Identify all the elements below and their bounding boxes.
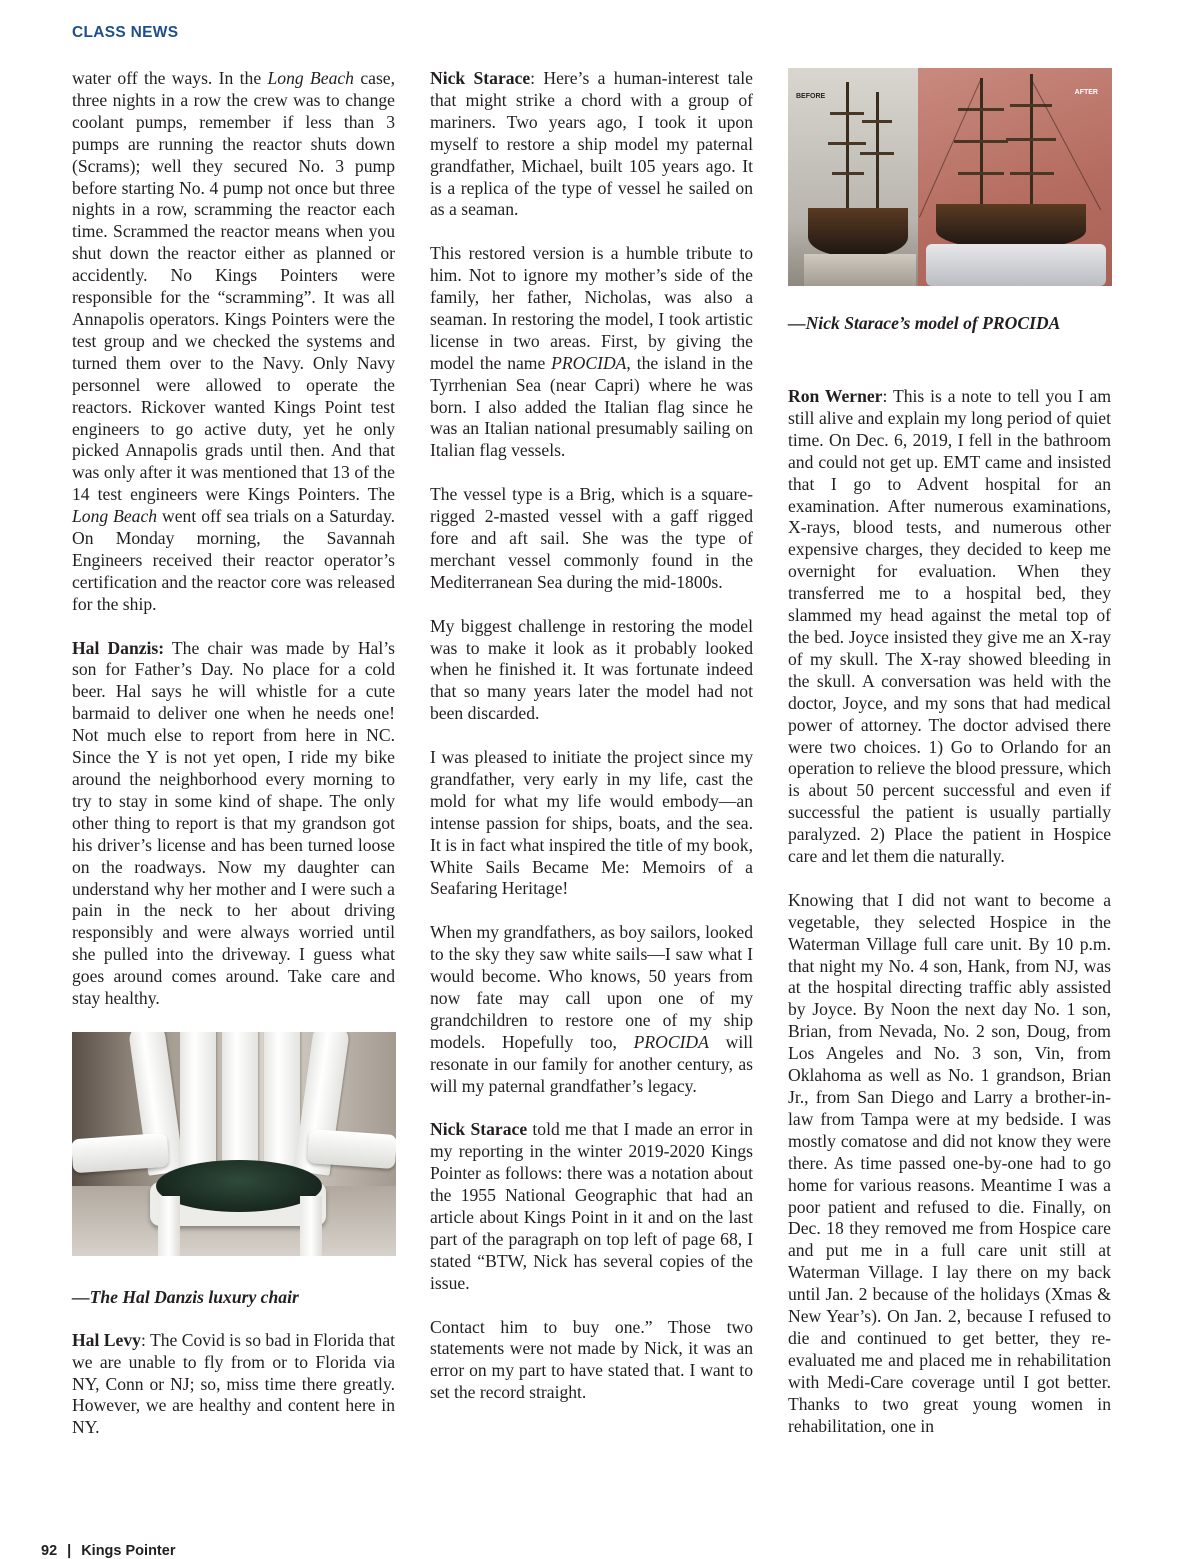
text-run: The vessel type is a Brig, which is a square-rigged 2-masted vessel with a gaff rigged fore and aft sail. She was the type of merchant vessel commonly found in the Mediterranean Sea during the mid-1800s. bbox=[430, 484, 753, 592]
publication-name: Kings Pointer bbox=[81, 1543, 176, 1559]
text-run: This restored version is a humble tribute to him. Not to ignore my mother’s side of the family, her father, Nicholas, was also a seaman. In restoring the model, I took artistic license in two areas. First, by giving the model the name bbox=[430, 243, 753, 373]
text-run: My biggest challenge in restoring the model was to make it look as it probably looked when he finished it. It was fortunate indeed that so many years later the model had not been discarded. bbox=[430, 615, 753, 724]
text-run: told me that I made an error in my reporting in the winter 2019-2020 Kings Pointer as follows: there was a notation about the 1955 National Geographic that had an article about Kings Point in it and on the last part of the paragraph on top left of page 68, I stated “BTW, Nick has several copies of the issue. bbox=[430, 1119, 753, 1293]
column-3 bbox=[788, 68, 1111, 1437]
italic-text: PROCIDA bbox=[633, 1031, 709, 1052]
after-photo bbox=[918, 68, 1112, 286]
column-1 bbox=[72, 68, 395, 1439]
text-run: went off sea trials on a Saturday. On Monday morning, the Savannah Engineers received their reactor operator’s certification and the reactor core was released for the ship. bbox=[72, 506, 395, 614]
text-run: Contact him to buy one.” Those two statements were not made by Nick, it was an error on my part to have stated that. I want to set the record straight. bbox=[430, 1316, 753, 1403]
contributor-name: Nick Starace bbox=[430, 68, 531, 88]
paragraph bbox=[430, 616, 753, 726]
ship-model-photo bbox=[788, 68, 1112, 286]
paragraph bbox=[72, 68, 395, 616]
paragraph bbox=[72, 1330, 395, 1440]
paragraph bbox=[430, 747, 753, 900]
after-label: AFTER bbox=[1074, 89, 1098, 96]
text-run: The chair was made by Hal’s son for Father’s Day. No place for a cold beer. Hal says he will whistle for a cute barmaid to deliver one when he needs one! Not much else to report from here in NC. Since the Y is not yet open, I ride my bike around the neighborhood every morning to try to stay in some kind of shape. The only other thing to report is that my grandson got his driver’s license and has been turned loose on the roadways. Now my daughter can understand why her mother and I were such a pain in the neck to her about driving responsibly and were always worried until she pulled into the driveway. I guess what goes around comes around. Take care and stay healthy. bbox=[72, 637, 395, 1009]
italic-text: PROCIDA bbox=[551, 352, 627, 373]
contributor-name: Hal Danzis: bbox=[72, 637, 165, 658]
paragraph bbox=[430, 1317, 753, 1405]
contributor-name: Ron Werner bbox=[788, 386, 883, 406]
before-label: BEFORE bbox=[796, 93, 826, 100]
ship-caption: —Nick Starace’s model of PROCIDA bbox=[788, 313, 1061, 333]
column-2 bbox=[430, 68, 753, 1404]
contributor-name: Hal Levy bbox=[72, 1329, 141, 1350]
paragraph bbox=[430, 243, 753, 462]
text-run: will resonate in our family for another century, as will my paternal grandfather’s legacy. bbox=[430, 1031, 753, 1096]
text-run: I was pleased to initiate the project since my grandfather, very early in my life, cast the mold for what my life would embody—an intense passion for ships, boats, and the sea. It is in fact what inspired the title of my book, White Sails Became Me: Memoirs of a Seafaring Heritage! bbox=[430, 747, 753, 899]
before-photo bbox=[788, 68, 918, 286]
contributor-name: Nick Starace bbox=[430, 1119, 528, 1140]
footer-separator: | bbox=[67, 1543, 72, 1559]
paragraph bbox=[788, 890, 1111, 1438]
paragraph bbox=[72, 638, 395, 1010]
paragraph bbox=[430, 484, 753, 594]
paragraph bbox=[430, 922, 753, 1097]
text-run: , the island in the Tyrrhenian Sea (near Capri) where he was born. I also added the Italian flag since he was an Italian national presumably sailing on Italian flag vessels. bbox=[430, 352, 753, 461]
text-run: : The Covid is so bad in Florida that we are unable to fly from or to Florida via NY, Conn or NJ; so, miss time there greatly. However, we are healthy and content here in NY. bbox=[72, 1329, 396, 1438]
text-run: case, three nights in a row the crew was to change coolant pumps, remember if less than 3 pumps are running the reactor shuts down (Scrams); well they secured No. 3 pump before starting No. 4 pump not once but three nights in a row, scramming the reactor each time. Scrammed the reactor means when you shut down the reactor either as planned or accidently. No Kings Pointers were responsible for the “scramming”. It was all Annapolis operators. Kings Pointers were the test group and we checked the systems and turned them over to the Navy. Only Navy personnel were allowed to operate the reactors. Rickover wanted Kings Point test engineers to go active duty, yet he only picked Annapolis grads until then. And that was only after it was mentioned that 13 of the 14 test engineers were Kings Pointers. The bbox=[72, 68, 395, 505]
text-run: When my grandfathers, as boy sailors, looked to the sky they saw white sails—I saw what I would become. Who knows, 50 years from now fate may call upon one of my grandchildren to restore one of my ship models. Hopefully too, bbox=[430, 922, 753, 1052]
italic-text: Long Beach bbox=[267, 68, 354, 88]
text-run: Knowing that I did not want to become a vegetable, they selected Hospice in the Waterman Village full care unit. By 10 p.m. that night my No. 4 son, Hank, from NJ, was at the hospital directing traffic ably assisted by Joyce. By Noon the next day No. 1 son, Brian, from Nevada, No. 2 son, Doug, from Los Angeles and No. 3 son, Vin, from Oklahoma as well as No. 1 grandson, Brian Jr., from San Diego and Larry a brother-in-law from Tampa were at my bedside. I was mostly comatose and did not know they were there. As time passed one-by-one had to go home for various reasons. Meantime I was a poor patient and refused to die. Finally, on Dec. 18 they removed me from Hospice care and put me in a full care unit still at Waterman Village. I lay there on my back until Jan. 2 because of the holidays (Xmas & New Year’s). On Jan. 2, because I refused to die and continued to get better, they re-evaluated me and placed me in rehabilitation with Medi-Care coverage until I got better. Thanks to two great young women in rehabilitation, one in bbox=[788, 889, 1111, 1436]
italic-text: Long Beach bbox=[72, 506, 158, 527]
paragraph bbox=[788, 386, 1111, 868]
paragraph bbox=[430, 68, 753, 221]
chair-caption: —The Hal Danzis luxury chair bbox=[72, 1286, 299, 1307]
text-run: water off the ways. In the bbox=[72, 68, 268, 88]
chair-photo bbox=[72, 1032, 396, 1256]
section-label: CLASS NEWS bbox=[72, 24, 179, 41]
text-run: : This is a note to tell you I am still alive and explain my long period of quiet time. On Dec. 6, 2019, I fell in the bathroom and could not get up. EMT came and insisted that I go to Advent hospital for an examination. After numerous examinations, X-rays, blood tests, and numerous other expensive charges, they decided to keep me overnight for evaluation. When they transferred me to a hospital bed, they slammed my head against the metal top of the bed. Joyce insisted they give me an X-ray of my skull. The X-ray showed bleeding in the skull. A conversation was held with the doctor, Joyce, and my sons that had medical power of attorney. The doctor advised there were two choices. 1) Go to Orlando for an operation to relieve the blood pressure, which is about 50 percent successful and even if successful the patient is usually partially paralyzed. 2) Place the patient in Hospice care and let them die naturally. bbox=[788, 386, 1112, 867]
page-number: 92 bbox=[41, 1543, 58, 1559]
paragraph bbox=[430, 1119, 753, 1294]
text-run: : Here’s a human-interest tale that might strike a chord with a group of mariners. Two years ago, I took it upon myself to restore a ship model my paternal grandfather, Michael, built 105 years ago. It is a replica of the type of vessel he sailed on as a seaman. bbox=[430, 68, 753, 220]
page-footer bbox=[41, 1543, 175, 1559]
